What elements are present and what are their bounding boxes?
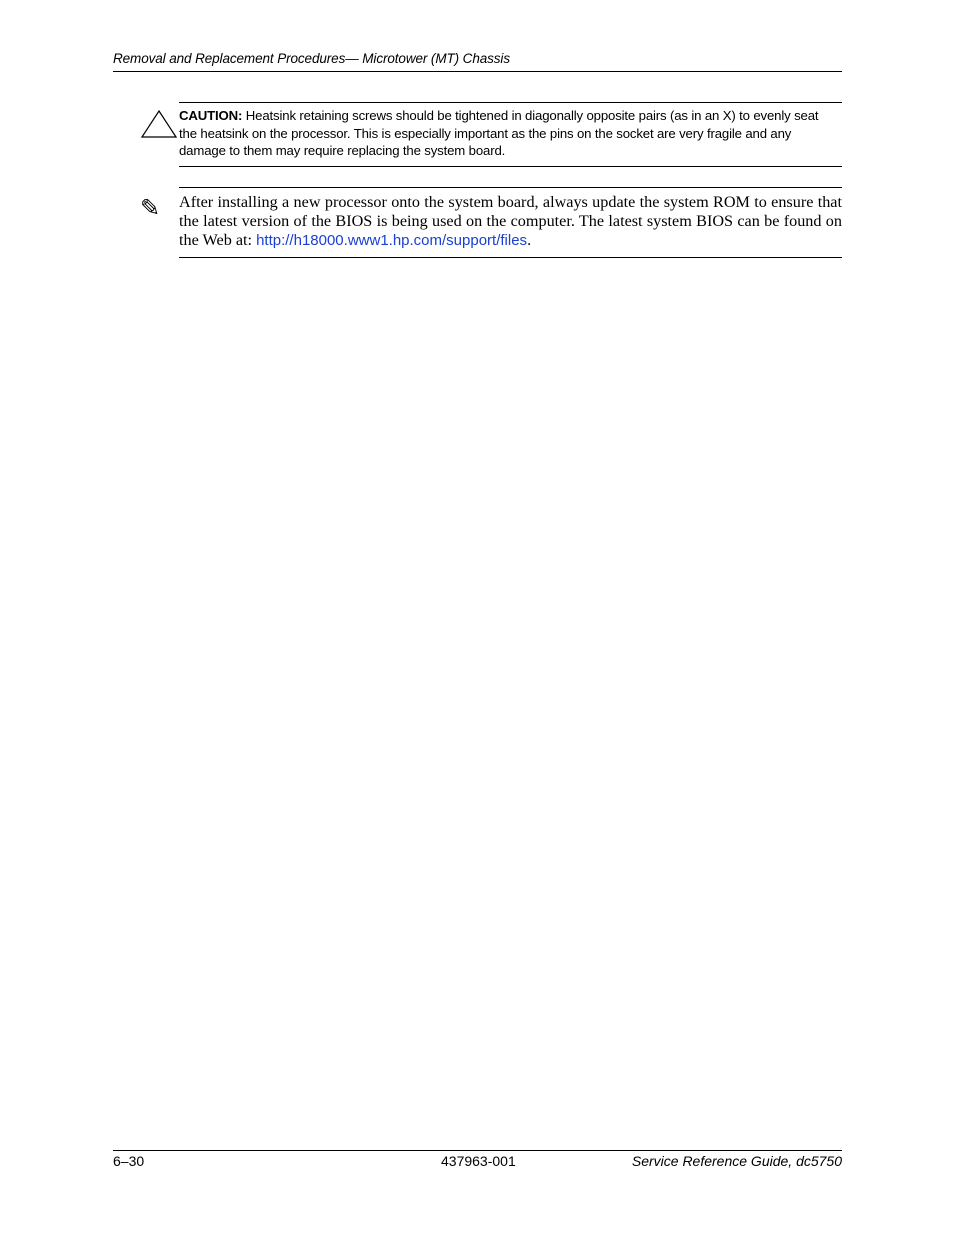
header-title: Removal and Replacement Procedures— Microtower (MT) Chassis [113, 51, 510, 66]
page-number: 6–30 [113, 1153, 145, 1169]
note-bottom-rule [179, 257, 842, 258]
pencil-icon: ✎ [140, 194, 161, 222]
note-text [179, 193, 842, 250]
footer-rule [113, 1150, 842, 1151]
caution-label: CAUTION: [179, 108, 243, 123]
doc-number: 437963-001 [441, 1153, 516, 1169]
header-rule [113, 71, 842, 72]
support-files-link[interactable]: http://h18000.www1.hp.com/support/files [256, 231, 528, 249]
note-top-rule [179, 187, 842, 188]
guide-title: Service Reference Guide, dc5750 [631, 1153, 842, 1169]
caution-text [179, 107, 819, 160]
note-body: After installing a new processor onto the system board, always update the system ROM to ensure that the latest version of the BIOS is being used on the computer. The latest system BIOS can be found on the Web at: [179, 193, 842, 249]
note-period: . [527, 230, 532, 249]
caution-triangle-icon [141, 110, 177, 138]
caution-bottom-rule [179, 166, 842, 167]
caution-body: Heatsink retaining screws should be tightened in diagonally opposite pairs (as in an X) to evenly seat the heatsink on the processor. This is especially important as the pins on the socket are very fragile and any damage to them may require replacing the system board. [179, 108, 819, 158]
caution-top-rule [179, 102, 842, 103]
